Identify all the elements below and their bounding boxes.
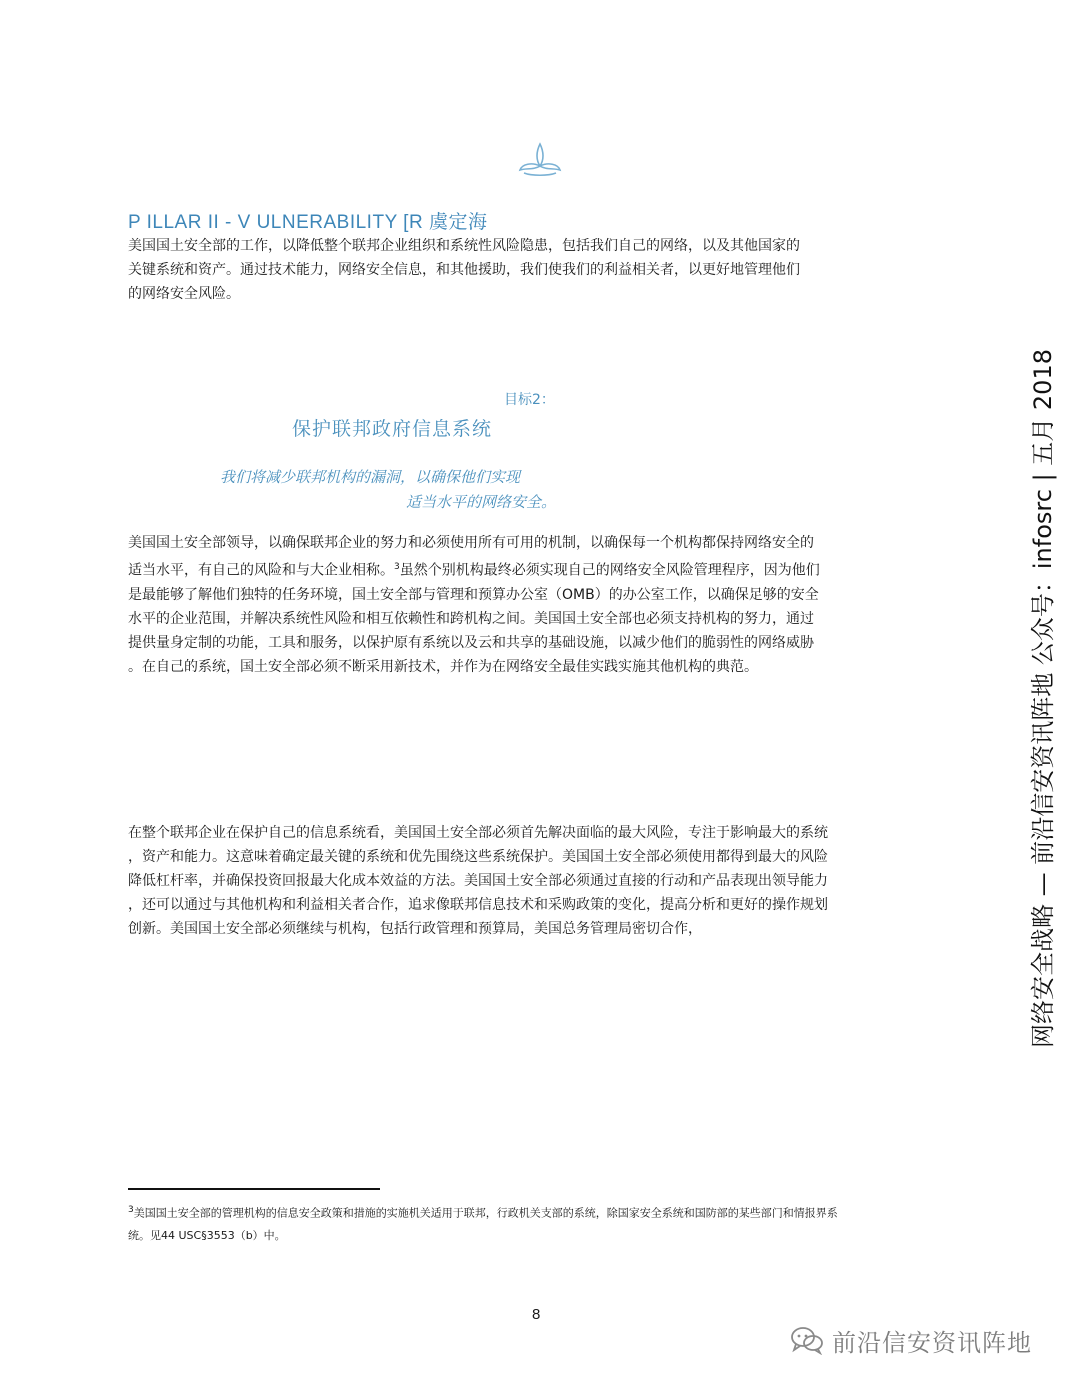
body-line: 是最能够了解他们独特的任务环境，国土安全部与管理和预算办公室（OMB）的办公室工作，以确保足够的安全 bbox=[128, 586, 819, 603]
wechat-icon bbox=[790, 1325, 824, 1355]
body-paragraph-2 bbox=[128, 821, 828, 941]
body-text: 虽然个别机构最终必须实现自己的网络安全风险管理程序，因为他们 bbox=[399, 562, 820, 579]
body-line: 水平的企业范围，并解决系统性风险和相互依赖性和跨机构之间。美国国土安全部也必须支持机构的努力，通过 bbox=[128, 610, 814, 627]
body-line: 美国国土安全部领导，以确保联邦企业的努力和必须使用所有可用的机制，以确保每一个机构都保持网络安全的 bbox=[128, 535, 814, 551]
intro-paragraph bbox=[128, 234, 800, 306]
footnote-divider bbox=[128, 1188, 380, 1190]
footnote bbox=[128, 1199, 838, 1247]
goal-quote-line: 我们将减少联邦机构的漏洞，以确保他们实现 bbox=[220, 468, 521, 486]
body-paragraph-1 bbox=[128, 531, 820, 679]
intro-line: 的网络安全风险。 bbox=[128, 286, 240, 302]
intro-line: 美国国土安全部的工作，以降低整个联邦企业组织和系统性风险隐患，包括我们自己的网络，以及其他国家的 bbox=[128, 238, 800, 254]
footnote-line: 统。见44 USC§3553（b）中。 bbox=[128, 1228, 286, 1242]
page-number: 8 bbox=[532, 1306, 541, 1323]
footnote-line bbox=[128, 1199, 838, 1225]
goal-quote-line: 适当水平的网络安全。 bbox=[406, 493, 557, 511]
goal-title: 保护联邦政府信息系统 bbox=[292, 418, 493, 440]
body-line: 创新。美国国土安全部必须继续与机构，包括行政管理和预算局，美国总务管理局密切合作， bbox=[128, 921, 702, 937]
footnote-marker: 3 bbox=[128, 1205, 134, 1215]
intro-line: 关键系统和资产。通过技术能力，网络安全信息，和其他援助，我们使我们的利益相关者，以更好地管理他们 bbox=[128, 262, 800, 278]
body-line: 在整个联邦企业在保护自己的信息系统看，美国国土安全部必须首先解决面临的最大风险，专注于影响最大的系统 bbox=[128, 825, 828, 841]
body-line: 降低杠杆率，并确保投资回报最大化成本效益的方法。美国国土安全部必须通过直接的行动和产品表现出领导能力 bbox=[128, 873, 828, 889]
section-heading: P ILLAR II - V ULNERABILITY [R 虞定海 bbox=[128, 212, 488, 233]
goal-label: 目标2： bbox=[504, 392, 555, 408]
body-line: ，资产和能力。这意味着确定最关键的系统和优先围绕这些系统保护。美国国土安全部必须使用都得到最大的风险 bbox=[128, 849, 828, 865]
body-line bbox=[128, 555, 820, 583]
watermark bbox=[790, 1322, 1032, 1358]
footnote-reference[interactable]: 3 bbox=[394, 562, 400, 572]
body-line: 。在自己的系统，国土安全部必须不断采用新技术，并作为在网络安全最佳实践实施其他机构的典范。 bbox=[128, 658, 758, 675]
side-banner: 网络安全战略 — 前沿信安资讯阵地 公众号：infosrc | 五月 2018 bbox=[1029, 349, 1057, 1048]
body-line: ，还可以通过与其他机构和利益相关者合作，追求像联邦信息技术和采购政策的变化，提高分析和更好的操作规划 bbox=[128, 897, 828, 913]
decorative-ornament-icon bbox=[510, 140, 570, 180]
watermark-text: 前沿信安资讯阵地 bbox=[832, 1328, 1032, 1357]
body-line: 提供量身定制的功能，工具和服务，以保护原有系统以及云和共享的基础设施，以减少他们的脆弱性的网络威胁 bbox=[128, 634, 814, 651]
footnote-text: 美国国土安全部的管理机构的信息安全政策和措施的实施机关适用于联邦，行政机关支部的系统，除国家安全系统和国防部的某些部门和情报界系 bbox=[133, 1206, 838, 1220]
body-text: 适当水平，有自己的风险和与大企业相称。 bbox=[128, 562, 394, 579]
